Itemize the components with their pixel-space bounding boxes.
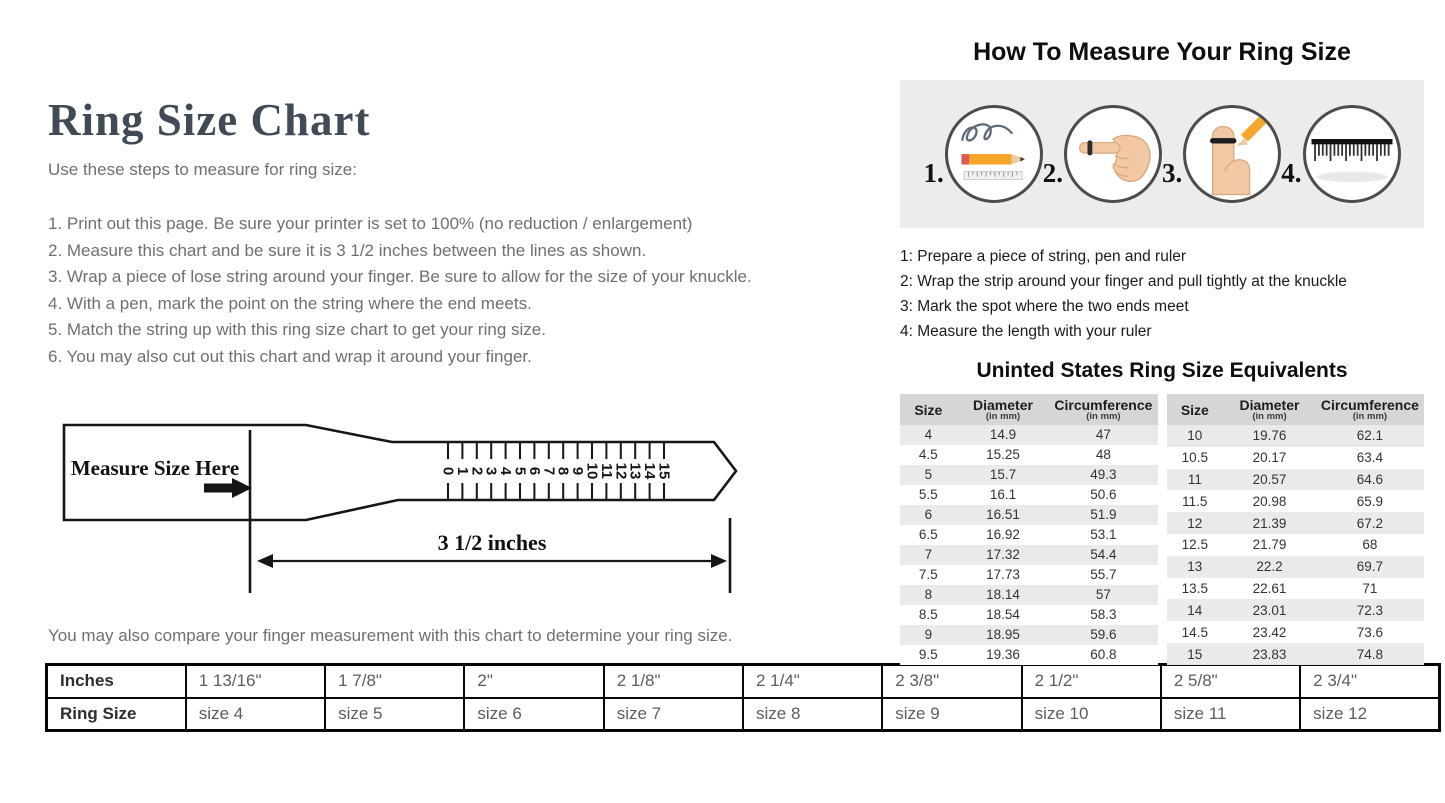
table-cell: 14.5 — [1167, 621, 1224, 643]
table-cell: 4.5 — [900, 445, 957, 465]
table-row — [900, 525, 1158, 545]
table-cell: 57 — [1049, 585, 1157, 605]
table-row — [900, 565, 1158, 585]
table-cell: 2 1/8" — [604, 665, 743, 698]
table-cell: size 9 — [882, 698, 1021, 731]
how-to-measure-icon-panel — [900, 80, 1424, 228]
table-cell: 5.5 — [900, 485, 957, 505]
table-cell: 18.54 — [957, 605, 1050, 625]
unit-label: (in mm) — [1252, 411, 1287, 423]
table-cell: 2 1/2" — [1022, 665, 1161, 698]
table-cell: 20.98 — [1223, 490, 1316, 512]
table-row — [900, 625, 1158, 645]
table-cell: 18.14 — [957, 585, 1050, 605]
panel-step-number: 1. — [923, 158, 944, 188]
table-cell: 50.6 — [1049, 485, 1157, 505]
panel-item-1 — [924, 105, 1043, 203]
table-cell: 2 3/8" — [882, 665, 1021, 698]
table-row — [1167, 643, 1425, 665]
table-row — [1167, 512, 1425, 534]
page-title: Ring Size Chart — [48, 95, 371, 145]
table-cell: size 4 — [186, 698, 325, 731]
table-cell: 73.6 — [1316, 621, 1424, 643]
string-pen-ruler-icon — [945, 105, 1043, 203]
table-cell: 23.01 — [1223, 599, 1316, 621]
table-cell: 58.3 — [1049, 605, 1157, 625]
ruler-tick-number: 13 — [626, 462, 644, 480]
table-cell: size 8 — [743, 698, 882, 731]
table-cell: 51.9 — [1049, 505, 1157, 525]
table-cell: 59.6 — [1049, 625, 1157, 645]
table-cell: size 10 — [1022, 698, 1161, 731]
dimension-arrow-icon — [257, 554, 727, 568]
unit-label: (in mm) — [985, 411, 1021, 423]
table-cell: 23.83 — [1223, 643, 1316, 665]
ruler-tick-number: 3 — [482, 466, 500, 476]
col-header-diameter: Diameter (in mm) — [1223, 394, 1316, 425]
table-row — [1167, 621, 1425, 643]
table-cell: 17.32 — [957, 545, 1050, 565]
size-table-right — [1167, 394, 1425, 665]
table-cell: 17.73 — [957, 565, 1050, 585]
col-header-circumference: Circumference (in mm) — [1316, 394, 1424, 425]
ruler-tick-number: 5 — [511, 466, 529, 476]
table-cell: 21.39 — [1223, 512, 1316, 534]
table-cell: 7 — [900, 545, 957, 565]
table-cell: 54.4 — [1049, 545, 1157, 565]
table-cell: size 12 — [1300, 698, 1439, 731]
ruler-tick-number: 15 — [655, 462, 673, 480]
table-cell: 15 — [1167, 643, 1224, 665]
table-cell: 7.5 — [900, 565, 957, 585]
table-cell: 64.6 — [1316, 469, 1424, 491]
table-row — [900, 605, 1158, 625]
table-cell: 16.92 — [957, 525, 1050, 545]
table-cell: 60.8 — [1049, 645, 1157, 665]
table-cell: 16.1 — [957, 485, 1050, 505]
size-table-right-body — [1167, 425, 1425, 665]
panel-step-number: 4. — [1281, 158, 1302, 188]
table-cell: 72.3 — [1316, 599, 1424, 621]
table-cell: 23.42 — [1223, 621, 1316, 643]
table-cell: 11.5 — [1167, 490, 1224, 512]
table-cell: 53.1 — [1049, 525, 1157, 545]
table-cell: 6.5 — [900, 525, 957, 545]
table-cell: size 6 — [464, 698, 603, 731]
table-cell: 9 — [900, 625, 957, 645]
how-to-measure-title: How To Measure Your Ring Size — [973, 38, 1351, 66]
measure-step: 5. Match the string up with this ring size chart to get your ring size. — [48, 320, 546, 339]
ruler-tick-number: 2 — [468, 466, 486, 476]
table-cell: 10.5 — [1167, 447, 1224, 469]
table-cell: 68 — [1316, 534, 1424, 556]
table-header-row — [1167, 394, 1425, 425]
table-header-row — [900, 394, 1158, 425]
table-row — [1167, 578, 1425, 600]
col-header-diameter: Diameter (in mm) — [957, 394, 1050, 425]
table-cell: 22.2 — [1223, 556, 1316, 578]
table-row — [1167, 534, 1425, 556]
printable-ruler-graphic — [48, 413, 748, 601]
table-row — [900, 585, 1158, 605]
table-cell: 2 3/4" — [1300, 665, 1439, 698]
how-step: 2: Wrap the strip around your finger and pull tightly at the knuckle — [900, 273, 1347, 290]
ruler-tick-number: 11 — [597, 463, 615, 479]
table-cell: 5 — [900, 465, 957, 485]
how-step: 1: Prepare a piece of string, pen and ruler — [900, 248, 1187, 265]
measure-step: 6. You may also cut out this chart and wrap it around your finger. — [48, 346, 532, 366]
how-step: 3: Mark the spot where the two ends meet — [900, 298, 1189, 315]
table-cell: 48 — [1049, 445, 1157, 465]
ring-size-equivalents-tables — [900, 394, 1424, 665]
table-cell: 9.5 — [900, 645, 957, 665]
size-table-left — [900, 394, 1158, 665]
table-cell: Inches — [47, 665, 186, 698]
table-cell: 1 13/16" — [186, 665, 325, 698]
table-cell: 6 — [900, 505, 957, 525]
unit-label: (in mm) — [1352, 411, 1388, 423]
ruler-tick-number: 4 — [497, 466, 515, 476]
measure-steps-list — [48, 211, 752, 370]
table-row — [1167, 469, 1425, 491]
ruler-tick-number: 14 — [641, 462, 659, 480]
table-cell: 13.5 — [1167, 578, 1224, 600]
table-cell: 22.61 — [1223, 578, 1316, 600]
page-subtitle: Use these steps to measure for ring size: — [48, 160, 357, 179]
table-row — [1167, 599, 1425, 621]
table-cell: 71 — [1316, 578, 1424, 600]
table-cell: 63.4 — [1316, 447, 1424, 469]
measure-step: 1. Print out this page. Be sure your printer is set to 100% (no reduction / enlargement) — [48, 214, 693, 233]
table-cell: 2 5/8" — [1161, 665, 1300, 698]
mark-string-icon — [1183, 105, 1281, 203]
table-row — [900, 465, 1158, 485]
table-cell: 49.3 — [1049, 465, 1157, 485]
measure-ruler-icon — [1303, 105, 1401, 203]
ruler-tick-number: 7 — [540, 466, 558, 476]
table-cell: 13 — [1167, 556, 1224, 578]
table-cell: size 11 — [1161, 698, 1300, 731]
table-cell: size 7 — [604, 698, 743, 731]
col-header-size: Size — [1167, 394, 1224, 425]
table-row — [900, 645, 1158, 665]
table-row — [900, 485, 1158, 505]
unit-label: (in mm) — [1086, 411, 1121, 423]
table-row — [900, 425, 1158, 445]
col-header-size: Size — [900, 394, 957, 425]
table-cell: 8 — [900, 585, 957, 605]
ruler-tick-number: 6 — [525, 466, 543, 476]
ruler-tick-number: 9 — [569, 466, 587, 476]
table-row — [900, 545, 1158, 565]
table-cell: 55.7 — [1049, 565, 1157, 585]
table-cell: 8.5 — [900, 605, 957, 625]
table-cell: 19.76 — [1223, 425, 1316, 447]
table-row — [900, 505, 1158, 525]
panel-item-2 — [1043, 105, 1162, 203]
table-cell: 69.7 — [1316, 556, 1424, 578]
table-cell: 47 — [1049, 425, 1157, 445]
table-cell: 15.25 — [957, 445, 1050, 465]
panel-step-number: 3. — [1162, 158, 1183, 188]
col-header-circumference: Circumference (in mm) — [1049, 394, 1157, 425]
wrap-string-finger-icon — [1064, 105, 1162, 203]
compare-note: You may also compare your finger measurement with this chart to determine your ring size. — [48, 626, 733, 645]
table-cell: 2" — [464, 665, 603, 698]
table-row — [1167, 490, 1425, 512]
table-row — [1167, 425, 1425, 447]
table-cell: 15.7 — [957, 465, 1050, 485]
ruler-measure-label: Measure Size Here — [70, 456, 240, 480]
how-to-measure-steps — [900, 244, 1424, 344]
ruler-tick-number: 12 — [612, 462, 630, 480]
table-row — [1167, 447, 1425, 469]
size-table-left-body — [900, 425, 1158, 665]
table-cell: 67.2 — [1316, 512, 1424, 534]
table-cell: 74.8 — [1316, 643, 1424, 665]
ruler-tick-number: 1 — [453, 466, 471, 476]
ruler-tick-number: 0 — [439, 466, 457, 476]
table-cell: Ring Size — [47, 698, 186, 731]
table-cell: 65.9 — [1316, 490, 1424, 512]
table-cell: size 5 — [325, 698, 464, 731]
table-cell: 19.36 — [957, 645, 1050, 665]
inches-ring-size-table — [45, 663, 1441, 732]
panel-step-number: 2. — [1042, 158, 1063, 188]
table-cell: 14.9 — [957, 425, 1050, 445]
ruler-sizer-icon — [48, 413, 748, 601]
table-cell: 16.51 — [957, 505, 1050, 525]
measure-step: 4. With a pen, mark the point on the string where the end meets. — [48, 293, 532, 313]
panel-item-4 — [1281, 105, 1400, 203]
table-cell: 12.5 — [1167, 534, 1224, 556]
measure-step: 2. Measure this chart and be sure it is 3 1/2 inches between the lines as shown. — [48, 240, 647, 260]
table-row — [47, 698, 1440, 731]
equivalents-title: Uninted States Ring Size Equivalents — [976, 359, 1348, 382]
conversion-table-body — [47, 665, 1440, 731]
table-row — [47, 665, 1440, 698]
how-step: 4: Measure the length with your ruler — [900, 323, 1152, 340]
table-cell: 14 — [1167, 599, 1224, 621]
measure-step: 3. Wrap a piece of lose string around your finger. Be sure to allow for the size of your knuckle. — [48, 267, 752, 286]
table-cell: 2 1/4" — [743, 665, 882, 698]
dimension-label: 3 1/2 inches — [437, 530, 547, 555]
table-cell: 12 — [1167, 512, 1224, 534]
panel-item-3 — [1162, 105, 1281, 203]
table-cell: 20.57 — [1223, 469, 1316, 491]
ruler-tick-number: 10 — [583, 462, 601, 480]
table-cell: 21.79 — [1223, 534, 1316, 556]
table-row — [1167, 556, 1425, 578]
table-cell: 4 — [900, 425, 957, 445]
table-cell: 1 7/8" — [325, 665, 464, 698]
table-row — [900, 445, 1158, 465]
table-cell: 20.17 — [1223, 447, 1316, 469]
table-cell: 18.95 — [957, 625, 1050, 645]
table-cell: 10 — [1167, 425, 1224, 447]
ruler-tick-number: 8 — [554, 466, 572, 476]
table-cell: 11 — [1167, 469, 1224, 491]
how-to-measure-section — [900, 38, 1424, 665]
table-cell: 62.1 — [1316, 425, 1424, 447]
